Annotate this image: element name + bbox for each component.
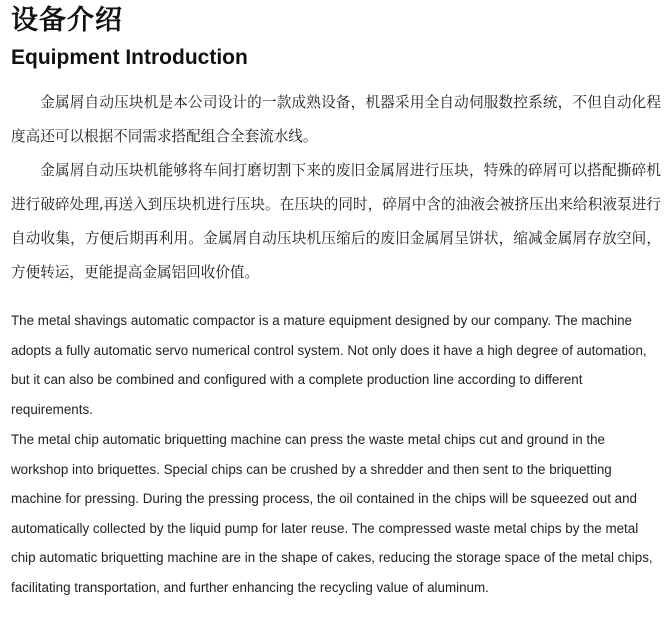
- page-title-chinese: 设备介绍: [11, 5, 123, 36]
- page-title-english: Equipment Introduction: [11, 46, 248, 69]
- english-paragraph-2: The metal chip automatic briquetting machine can press the waste metal chips cut and ground in the workshop into briquettes. Special chips can be crushed by a shredder and then sent to the briquetting machine for pressing. During the pressing process, the oil contained in the chips will be squeezed out and automatically collected by the liquid pump for later reuse. The compressed waste metal chips by the metal chip automatic briquetting machine are in the shape of cakes, reducing the storage space of the metal chips, facilitating transportation, and further enhancing the recycling value of aluminum.: [11, 432, 653, 595]
- english-paragraph-1: The metal shavings automatic compactor is a mature equipment designed by our company. The machine adopts a fully automatic servo numerical control system. Not only does it have a high degree of automation, but it can also be combined and configured with a complete production line according to different requirements.: [11, 313, 647, 417]
- chinese-paragraph-2: 金属屑自动压块机能够将车间打磨切割下来的废旧金属屑进行压块，特殊的碎屑可以搭配撕碎机进行破碎处理,再送入到压块机进行压块。在压块的同时，碎屑中含的油液会被挤压出来给积液泵进行自动收集，方便后期再利用。金属屑自动压块机压缩后的废旧金属屑呈饼状，缩减金属屑存放空间，方便转运，更能提高金属铝回收价值。: [11, 162, 661, 281]
- chinese-paragraph-1: 金属屑自动压块机是本公司设计的一款成熟设备，机器采用全自动伺服数控系统，不但自动化程度高还可以根据不同需求搭配组合全套流水线。: [11, 94, 661, 145]
